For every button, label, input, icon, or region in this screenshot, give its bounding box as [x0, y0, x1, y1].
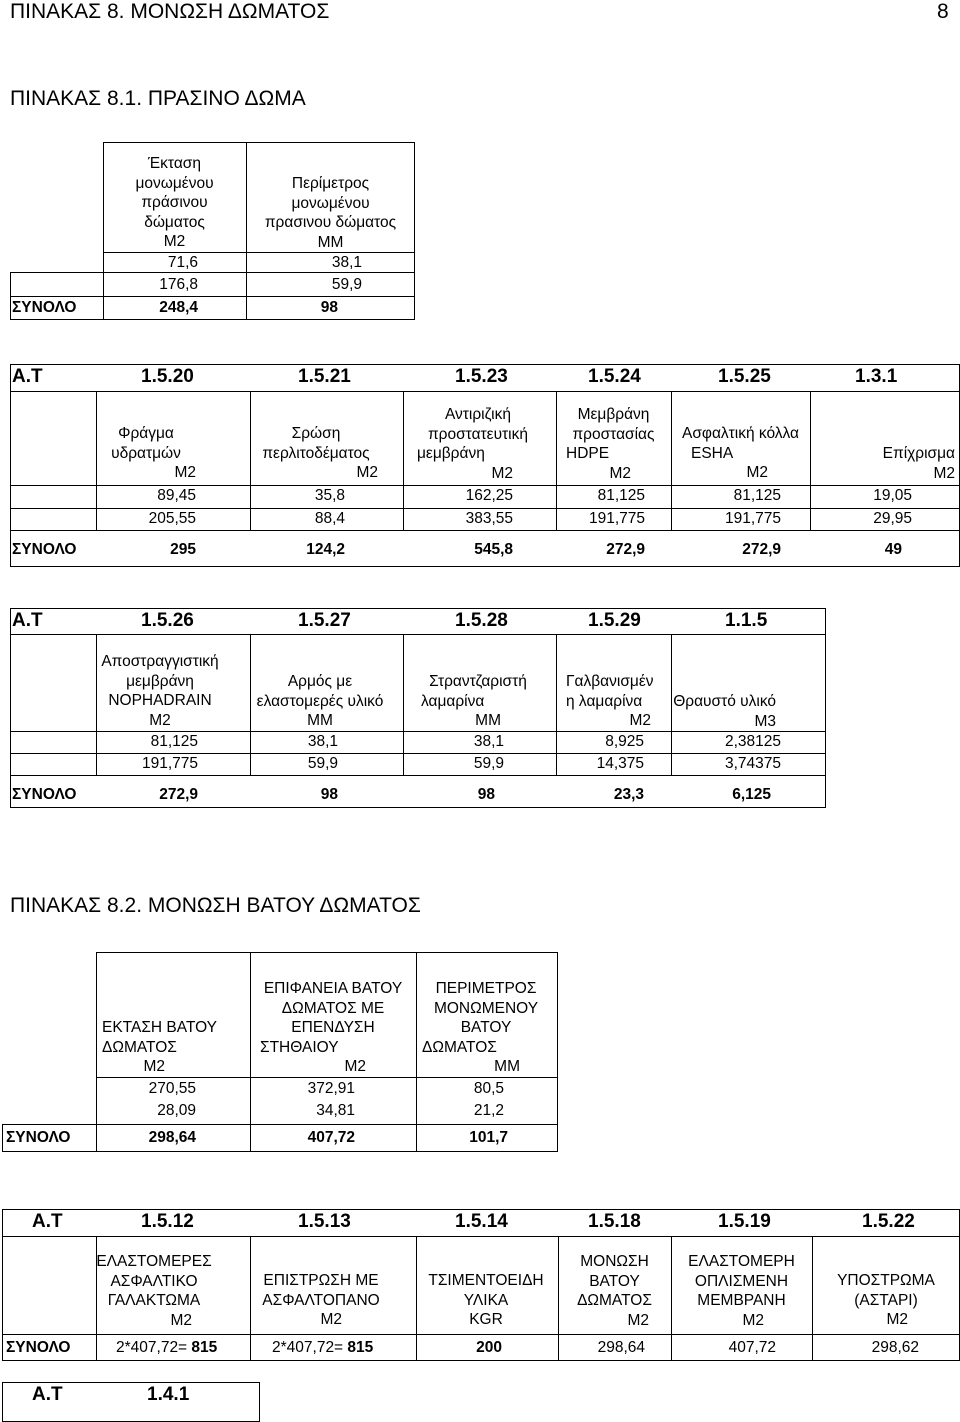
table-cell: 383,55 — [465, 510, 513, 527]
column-header: Στραντζαριστή λαμαρίνα ΜΜ — [421, 673, 527, 729]
code-label: 1.5.13 — [298, 1211, 351, 1232]
table-cell: 191,775 — [724, 510, 781, 527]
code-label: 1.5.18 — [588, 1211, 641, 1232]
total-cell: 248,4 — [159, 299, 198, 316]
column-header: Μεμβράνη προστασίας HDPE Μ2 — [566, 406, 655, 482]
table-cell: 34,81 — [316, 1102, 355, 1119]
divider — [2, 1236, 960, 1237]
table-cell: 3,74375 — [724, 755, 781, 772]
column-header: ΠΕΡΙΜΕΤΡΟΣ ΜΟΝΩΜΕΝΟΥ ΒΑΤΟΥ ΔΩΜΑΤΟΣ ΜΜ — [422, 980, 539, 1075]
column-header: Αποστραγγιστική μεμβράνη NOPHADRAIN Μ2 — [101, 653, 219, 729]
divider — [10, 775, 826, 776]
total-cell: 298,64 — [597, 1339, 645, 1356]
code-label: 1.5.14 — [455, 1211, 508, 1232]
divider — [96, 1077, 558, 1078]
total-label: ΣΥΝΟΛΟ — [12, 541, 77, 558]
table-cell: 38,1 — [331, 254, 362, 271]
total-cell: 298,64 — [148, 1129, 196, 1146]
total-cell: 124,2 — [306, 541, 345, 558]
total-cell: 98 — [320, 299, 338, 316]
code-label: 1.5.21 — [298, 366, 351, 387]
page-header-title: ΠΙΝΑΚΑΣ 8. ΜΟΝΩΣΗ ΔΩΜΑΤΟΣ — [10, 0, 330, 23]
table-cell: 71,6 — [167, 254, 198, 271]
code-label: 1.3.1 — [855, 366, 898, 387]
total-cell: 2*407,72= 815 — [272, 1339, 374, 1356]
total-cell: 6,125 — [732, 786, 771, 803]
code-label: 1.5.12 — [141, 1211, 194, 1232]
code-label: 1.5.27 — [298, 610, 351, 631]
column-header: Γαλβανισμέν η λαμαρίνα Μ2 — [566, 673, 654, 729]
column-header: Επίχρισμα Μ2 — [882, 445, 955, 482]
code-label: 1.5.24 — [588, 366, 641, 387]
at-label: Α.Τ — [12, 366, 43, 387]
total-cell: 407,72 — [728, 1339, 776, 1356]
column-header: Θραυστό υλικό Μ3 — [673, 693, 776, 730]
table-cell: 88,4 — [314, 510, 345, 527]
table-cell: 21,2 — [473, 1102, 504, 1119]
table-cell: 38,1 — [473, 733, 504, 750]
table-cell: 270,55 — [148, 1080, 196, 1097]
table-cell: 81,125 — [150, 733, 198, 750]
code-label: 1.5.29 — [588, 610, 641, 631]
column-header: Αρμός με ελαστομερές υλικό ΜΜ — [256, 673, 384, 729]
code-label: 1.5.25 — [718, 366, 771, 387]
code-label: 1.5.22 — [862, 1211, 915, 1232]
column-header: ΤΣΙΜΕΝΤΟΕΙΔΗ ΥΛΙΚΑ KGR — [428, 1272, 544, 1328]
total-cell: 272,9 — [742, 541, 781, 558]
divider — [10, 634, 826, 635]
table-cell: 2,38125 — [724, 733, 781, 750]
table-cell: 19,05 — [873, 487, 912, 504]
code-label: 1.5.20 — [141, 366, 194, 387]
table-cell: 162,25 — [465, 487, 513, 504]
column-header-area: Έκταση μονωμένου πράσινου δώματος Μ2 — [135, 155, 214, 250]
total-label: ΣΥΝΟΛΟ — [6, 1339, 71, 1356]
code-label: 1.4.1 — [147, 1384, 190, 1405]
total-cell: 295 — [170, 541, 196, 558]
total-cell: 407,72 — [307, 1129, 355, 1146]
column-header: ΕΛΑΣΤΟΜΕΡΗ ΟΠΛΙΣΜΕΝΗ ΜΕΜΒΡΑΝΗ Μ2 — [688, 1253, 795, 1329]
at-label: Α.Τ — [32, 1384, 63, 1405]
table-cell: 35,8 — [314, 487, 345, 504]
divider — [2, 1124, 558, 1125]
column-header: ΕΠΙΣΤΡΩΣΗ ΜΕ ΑΣΦΑΛΤΟΠΑΝΟ Μ2 — [262, 1272, 380, 1328]
table-cell: 80,5 — [473, 1080, 504, 1097]
total-cell: 49 — [884, 541, 902, 558]
page-number: 8 — [937, 0, 949, 23]
table-cell: 14,375 — [596, 755, 644, 772]
table-cell: 89,45 — [157, 487, 196, 504]
divider — [2, 1334, 960, 1335]
table-cell: 29,95 — [873, 510, 912, 527]
column-header: ΥΠΟΣΤΡΩΜΑ (ΑΣΤΑΡΙ) Μ2 — [837, 1272, 935, 1328]
table-cell: 372,91 — [307, 1080, 355, 1097]
total-label: ΣΥΝΟΛΟ — [12, 786, 77, 803]
table-cell: 59,9 — [307, 755, 338, 772]
at-label: Α.Τ — [12, 610, 43, 631]
table-cell: 38,1 — [307, 733, 338, 750]
total-cell: 23,3 — [613, 786, 644, 803]
total-label: ΣΥΝΟΛΟ — [12, 299, 77, 316]
total-label: ΣΥΝΟΛΟ — [6, 1129, 71, 1146]
column-header: Σρώση περλιτοδέματος Μ2 — [262, 425, 378, 481]
total-cell: 98 — [477, 786, 495, 803]
code-label: 1.5.19 — [718, 1211, 771, 1232]
divider — [10, 391, 960, 392]
column-header: Ασφαλτική κόλλα ESHA Μ2 — [681, 425, 800, 481]
table-cell: 81,125 — [733, 487, 781, 504]
table-cell: 191,775 — [141, 755, 198, 772]
total-cell: 101,7 — [469, 1129, 508, 1146]
total-cell: 545,8 — [474, 541, 513, 558]
table-cell: 8,925 — [605, 733, 644, 750]
table-cell: 191,775 — [588, 510, 645, 527]
column-header: ΕΠΙΦΑΝΕΙΑ ΒΑΤΟΥ ΔΩΜΑΤΟΣ ΜΕ ΕΠΕΝΔΥΣΗ ΣΤΗΘΑΙΟΥ Μ2 — [260, 980, 403, 1075]
total-cell: 98 — [320, 786, 338, 803]
column-header-perimeter: Περίμετρος μονωμένου πρασινου δώματος ΜΜ — [264, 175, 397, 251]
total-cell: 200 — [476, 1339, 502, 1356]
column-header: ΜΟΝΩΣΗ ΒΑΤΟΥ ΔΩΜΑΤΟΣ Μ2 — [577, 1253, 652, 1329]
code-label: 1.5.28 — [455, 610, 508, 631]
table-8-2-title: ΠΙΝΑΚΑΣ 8.2. ΜΟΝΩΣΗ ΒΑΤΟΥ ΔΩΜΑΤΟΣ — [10, 894, 421, 917]
divider — [10, 530, 960, 531]
table-cell: 59,9 — [331, 276, 362, 293]
code-label: 1.5.26 — [141, 610, 194, 631]
total-cell: 2*407,72= 815 — [116, 1339, 218, 1356]
code-label: 1.5.23 — [455, 366, 508, 387]
table-8-1-title: ΠΙΝΑΚΑΣ 8.1. ΠΡΑΣΙΝΟ ΔΩΜΑ — [10, 87, 306, 110]
column-header: Φράγμα υδρατμών Μ2 — [111, 425, 196, 481]
table-cell: 176,8 — [159, 276, 198, 293]
divider — [10, 296, 415, 297]
table-cell: 205,55 — [148, 510, 196, 527]
table-cell: 81,125 — [597, 487, 645, 504]
column-header: ΕΚΤΑΣΗ ΒΑΤΟΥ ΔΩΜΑΤΟΣ Μ2 — [102, 1019, 218, 1075]
total-cell: 272,9 — [159, 786, 198, 803]
total-cell: 298,62 — [871, 1339, 919, 1356]
total-cell: 272,9 — [606, 541, 645, 558]
column-header: Αντιριζική προστατευτική μεμβράνη Μ2 — [417, 406, 528, 482]
table-cell: 28,09 — [157, 1102, 196, 1119]
code-label: 1.1.5 — [725, 610, 768, 631]
table-cell: 59,9 — [473, 755, 504, 772]
at-label: Α.Τ — [32, 1211, 63, 1232]
column-header: ΕΛΑΣΤΟΜΕΡΕΣ ΑΣΦΑΛΤΙΚΟ ΓΑΛΑΚΤΩΜΑ Μ2 — [96, 1253, 212, 1329]
